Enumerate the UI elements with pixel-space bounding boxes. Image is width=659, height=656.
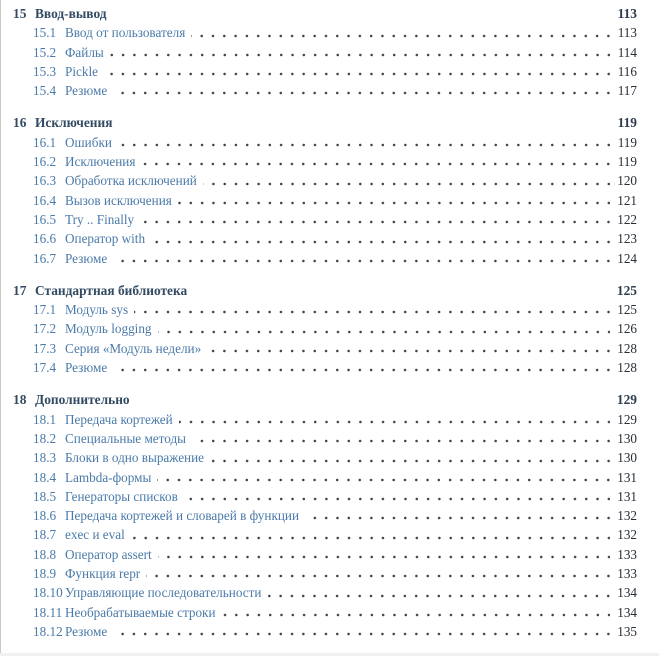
dot-leader (267, 583, 610, 602)
section-page-number: 135 (617, 623, 637, 639)
section-page-number: 126 (617, 321, 637, 337)
chapter-block (13, 390, 637, 641)
toc-section-entry[interactable] (13, 622, 637, 641)
toc-section-entry[interactable] (13, 210, 637, 229)
chapter-page-number: 119 (617, 115, 637, 131)
toc-section-entry[interactable] (13, 249, 637, 268)
section-page-number: 131 (617, 488, 637, 504)
toc-section-entry[interactable] (13, 229, 637, 248)
section-number[interactable]: 18.8 (33, 546, 57, 562)
dot-leader (158, 545, 610, 564)
dot-leader (207, 339, 610, 358)
section-title[interactable]: Try .. Finally (65, 211, 135, 227)
leader-space (107, 4, 610, 23)
section-title[interactable]: Серия «Модуль недели» (65, 340, 202, 356)
chapter-title[interactable]: Дополнительно (35, 392, 130, 408)
dot-leader (113, 81, 610, 100)
dot-leader (184, 487, 610, 506)
toc-section-entry[interactable] (13, 43, 637, 62)
section-number[interactable]: 18.11 (33, 604, 63, 620)
section-number[interactable]: 18.2 (33, 430, 57, 446)
chapter-title[interactable]: Стандартная библиотека (35, 282, 188, 298)
toc-section-entry[interactable] (13, 319, 637, 338)
toc-section-entry[interactable] (13, 564, 637, 583)
chapter-block (13, 4, 637, 100)
toc-section-entry[interactable] (13, 23, 637, 42)
section-number[interactable]: 16.3 (33, 173, 57, 189)
chapter-page-number: 129 (616, 392, 637, 408)
section-number[interactable]: 18.3 (33, 450, 57, 466)
section-page-number: 130 (617, 430, 637, 446)
toc-section-entry[interactable] (13, 152, 637, 171)
section-title[interactable]: Модуль logging (65, 321, 152, 337)
section-title[interactable]: Резюме (65, 623, 108, 639)
chapter-number[interactable]: 16 (13, 115, 27, 131)
toc-section-entry[interactable] (13, 191, 637, 210)
section-page-number: 119 (617, 134, 637, 150)
section-title[interactable]: Специальные методы (65, 430, 187, 446)
section-title[interactable]: Оператор assert (65, 546, 152, 562)
dot-leader (131, 525, 610, 544)
section-number[interactable]: 18.6 (33, 508, 57, 524)
toc-section-entry[interactable] (13, 468, 637, 487)
toc-section-entry[interactable] (13, 583, 637, 602)
section-title[interactable]: Ошибки (65, 134, 112, 150)
dot-leader (134, 300, 610, 319)
section-title[interactable]: Lambda-формы (65, 469, 152, 485)
toc-chapter-entry[interactable] (13, 281, 637, 300)
section-number[interactable]: 16.4 (33, 192, 57, 208)
dot-leader (113, 358, 610, 377)
toc-section-entry[interactable] (13, 410, 637, 429)
dot-leader (113, 622, 610, 641)
chapter-number[interactable]: 18 (13, 392, 27, 408)
dot-leader (203, 171, 610, 190)
chapter-page-number: 113 (617, 6, 637, 21)
section-title[interactable]: Блоки в одно выражение (65, 450, 205, 466)
chapter-block (13, 113, 637, 267)
dot-leader (191, 23, 610, 42)
chapter-sections (13, 410, 637, 642)
section-page-number: 128 (617, 340, 637, 356)
chapter-sections (13, 23, 637, 100)
section-title[interactable]: Резюме (65, 250, 108, 266)
section-page-number: 116 (617, 63, 637, 79)
section-number[interactable]: 16.1 (33, 134, 57, 150)
dot-leader (146, 564, 610, 583)
dot-leader (104, 62, 610, 81)
chapter-block (13, 281, 637, 377)
section-page-number: 130 (617, 450, 637, 466)
toc-section-entry[interactable] (13, 448, 637, 467)
toc-section-entry[interactable] (13, 62, 637, 81)
chapter-number[interactable]: 17 (13, 282, 27, 298)
section-page-number: 120 (617, 173, 637, 189)
section-page-number: 113 (617, 25, 637, 41)
toc-section-entry[interactable] (13, 429, 637, 448)
chapter-number[interactable]: 15 (13, 6, 27, 21)
toc-section-entry[interactable] (13, 171, 637, 190)
section-number[interactable]: 18.4 (33, 469, 57, 485)
section-title[interactable]: Оператор with (65, 231, 146, 247)
toc-chapter-entry[interactable] (13, 4, 637, 23)
section-title[interactable]: Модуль sys (65, 302, 129, 318)
dot-leader (141, 152, 610, 171)
section-number[interactable]: 17.1 (33, 302, 57, 318)
section-title[interactable]: Файлы (65, 44, 104, 60)
dot-leader (157, 468, 610, 487)
section-number[interactable]: 15.1 (33, 25, 57, 41)
section-page-number: 114 (617, 44, 637, 60)
section-page-number: 133 (617, 546, 637, 562)
section-number[interactable]: 18.12 (33, 623, 63, 639)
section-title[interactable]: Генераторы списков (65, 488, 178, 504)
section-number[interactable]: 15.4 (33, 83, 57, 99)
section-page-number: 132 (617, 527, 637, 543)
section-title[interactable]: Вызов исключения (65, 192, 172, 208)
chapter-title[interactable]: Ввод-вывод (35, 6, 107, 21)
section-title[interactable]: Необрабатываемые строки (65, 604, 216, 620)
toc-section-entry[interactable] (13, 545, 637, 564)
section-page-number: 122 (617, 211, 637, 227)
section-title[interactable]: Ввод от пользователя (65, 25, 186, 41)
section-number[interactable]: 16.6 (33, 231, 57, 247)
section-title[interactable]: Управляющие последовательности (65, 585, 262, 601)
dot-leader (178, 191, 610, 210)
section-title[interactable]: Резюме (65, 83, 108, 99)
section-number[interactable]: 17.3 (33, 340, 57, 356)
section-page-number: 132 (617, 508, 637, 524)
dot-leader (222, 603, 610, 622)
toc-section-entry[interactable] (13, 300, 637, 319)
section-number[interactable]: 16.7 (33, 250, 57, 266)
section-page-number: 133 (617, 566, 637, 582)
section-number[interactable]: 17.2 (33, 321, 57, 337)
toc-section-entry[interactable] (13, 603, 637, 622)
section-title[interactable]: Pickle (65, 63, 98, 79)
toc-chapter-entry[interactable] (13, 390, 637, 409)
section-page-number: 124 (617, 250, 637, 266)
section-page-number: 117 (617, 83, 637, 99)
leader-space (187, 281, 610, 300)
section-title[interactable]: exec и eval (65, 527, 125, 543)
dot-leader (210, 448, 610, 467)
section-number[interactable]: 16.5 (33, 211, 57, 227)
toc-section-entry[interactable] (13, 81, 637, 100)
section-page-number: 125 (617, 302, 637, 318)
chapter-sections (13, 300, 637, 377)
dot-leader (151, 229, 610, 248)
section-page-number: 129 (617, 411, 637, 427)
section-number[interactable]: 18.9 (33, 566, 57, 582)
section-title[interactable]: Функция repr (65, 566, 141, 582)
leader-space (130, 390, 610, 409)
dot-leader (118, 133, 610, 152)
section-page-number: 119 (617, 154, 637, 170)
section-title[interactable]: Исключения (65, 154, 136, 170)
section-number[interactable]: 16.2 (33, 154, 57, 170)
dot-leader (305, 506, 610, 525)
toc-section-entry[interactable] (13, 358, 637, 377)
dot-leader (113, 249, 610, 268)
section-number[interactable]: 18.5 (33, 488, 57, 504)
chapter-title[interactable]: Исключения (35, 115, 113, 131)
section-page-number: 134 (617, 585, 637, 601)
section-page-number: 123 (617, 231, 637, 247)
section-title[interactable]: Передача кортежей и словарей в функции (65, 508, 300, 524)
leader-space (112, 113, 610, 132)
section-number[interactable]: 15.2 (33, 44, 57, 60)
section-page-number: 134 (617, 604, 637, 620)
section-title[interactable]: Обработка исключений (65, 173, 197, 189)
section-title[interactable]: Передача кортежей (65, 411, 173, 427)
toc-section-entry[interactable] (13, 487, 637, 506)
chapter-page-number: 125 (616, 282, 637, 298)
section-number[interactable]: 18.10 (33, 585, 63, 601)
section-page-number: 131 (617, 469, 637, 485)
dot-leader (110, 43, 610, 62)
section-page-number: 128 (617, 360, 637, 376)
section-number[interactable]: 15.3 (33, 63, 57, 79)
dot-leader (158, 319, 610, 338)
toc-section-entry[interactable] (13, 525, 637, 544)
section-number[interactable]: 18.7 (33, 527, 57, 543)
dot-leader (179, 410, 610, 429)
dot-leader (192, 429, 610, 448)
toc-section-entry[interactable] (13, 506, 637, 525)
toc-section-entry[interactable] (13, 339, 637, 358)
section-title[interactable]: Резюме (65, 360, 108, 376)
toc-chapter-entry[interactable] (13, 113, 637, 132)
section-page-number: 121 (617, 192, 637, 208)
dot-leader (140, 210, 610, 229)
section-number[interactable]: 17.4 (33, 360, 57, 376)
section-number[interactable]: 18.1 (33, 411, 57, 427)
toc-section-entry[interactable] (13, 133, 637, 152)
chapter-sections (13, 133, 637, 268)
